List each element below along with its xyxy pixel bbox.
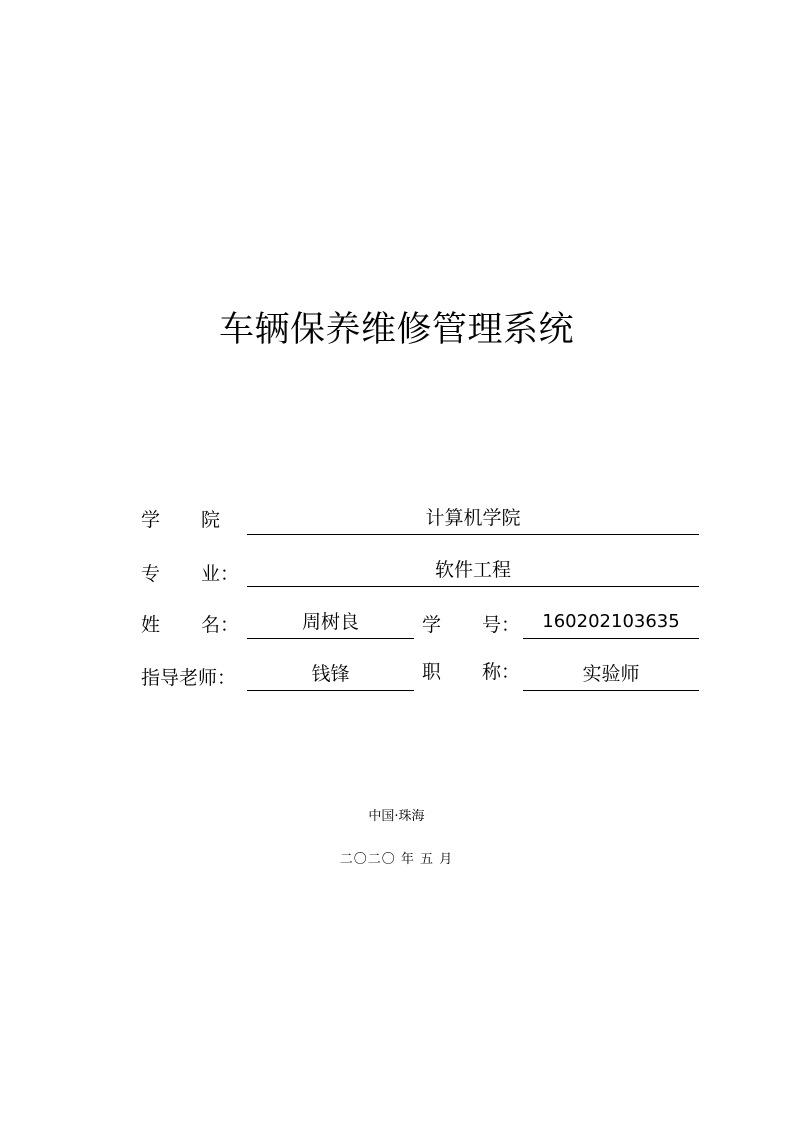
location-text: 中国·珠海 — [368, 809, 425, 824]
name-label-char-2: 名： — [201, 614, 240, 636]
position-label-char-2: 称： — [482, 661, 521, 683]
position-label — [422, 660, 522, 684]
advisor-value: 钱锋 — [247, 660, 414, 691]
major-value: 软件工程 — [247, 556, 699, 587]
major-label-char-2: 业： — [201, 563, 240, 585]
student-id-label-char-2: 号： — [482, 614, 521, 636]
name-label — [141, 613, 241, 637]
college-label — [141, 508, 241, 532]
major-label-char-1: 专 — [141, 563, 161, 585]
major-label — [141, 562, 241, 586]
college-label-char-2: 院 — [201, 509, 221, 531]
college-label-char-1: 学 — [141, 509, 161, 531]
date-text: 二〇二〇 年 五 月 — [339, 852, 454, 867]
document-title: 车辆保养维修管理系统 — [218, 310, 574, 350]
name-label-char-1: 姓 — [141, 614, 161, 636]
student-id-label — [422, 613, 522, 637]
position-value: 实验师 — [523, 660, 699, 691]
name-value: 周树良 — [247, 608, 414, 639]
position-label-char-1: 职 — [422, 661, 442, 683]
student-id-label-char-1: 学 — [422, 614, 442, 636]
advisor-label: 指导老师： — [141, 667, 237, 689]
college-value: 计算机学院 — [247, 504, 699, 535]
student-id-value: 160202103635 — [523, 608, 699, 639]
